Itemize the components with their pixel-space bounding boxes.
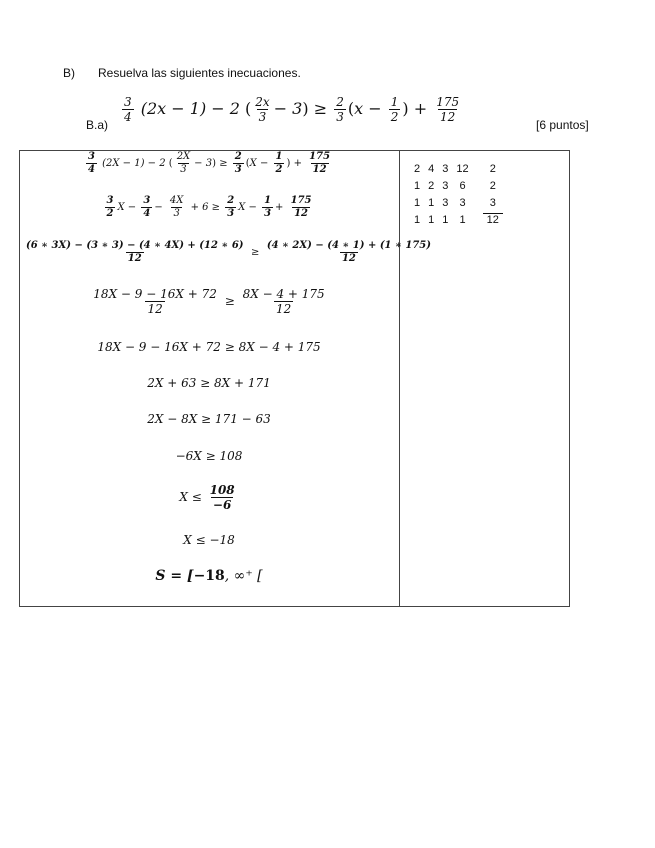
ineq-after-inner: − 3 xyxy=(273,99,303,118)
lcm-factor-table xyxy=(410,160,507,228)
step-8: −6X ≥ 108 xyxy=(175,449,243,463)
step-9: X ≤ $\frac{108}{-6}$ xyxy=(179,483,235,512)
item-points: [6 puntos] xyxy=(536,118,589,132)
step-6: 2X + 63 ≥ 8X + 171 xyxy=(147,376,271,390)
step-2: $\frac{3}{2}$ X − $\frac{3}{4}$ − $\frac{4X}{3}$ + 6 ≥ $\frac{2}{3}$ X − $\frac{1}{3}$ + $\frac{175}{12}$ xyxy=(106,195,312,219)
ineq-plus: + xyxy=(413,99,428,118)
step-3: $\frac{(6 ∗ 3X) - (3 ∗ 3) - (4 ∗ 4X) + (12 ∗ 6)}{12}$ ≥ $\frac{(4 ∗ 2X) - (4 ∗ 1) + (1 ∗ 175)}{12}$ xyxy=(26,240,431,264)
column-divider xyxy=(399,150,400,607)
frac-half: $\frac{1}{2}$ xyxy=(390,95,399,124)
section-label: B) xyxy=(63,66,75,80)
step-10: X ≤ −18 xyxy=(183,533,235,547)
section-instruction: Resuelva las siguientes inecuaciones. xyxy=(98,66,301,80)
step-1: $\frac{3}{4}$ (2X − 1) − 2 ( $\frac{2X}{3}$ − 3) ≥ $\frac{2}{3}$ (X − $\frac{1}{2}$ ) + $\frac{175}{12}$ xyxy=(87,151,331,175)
item-inequality: $\frac{3}{4}$ (2x − 1) − 2 ( $\frac{2x}{3}$ − 3) ≥ $\frac{2}{3}$ (x − $\frac{1}{2}$ ) + $\frac{175}{12}$ xyxy=(124,95,460,124)
step-7: 2X − 8X ≥ 171 − 63 xyxy=(147,412,271,426)
lcm-row: 1 1 3 3 3 xyxy=(414,196,496,209)
frac-coef2: $\frac{2}{3}$ xyxy=(336,95,344,124)
ineq-relation: ≥ xyxy=(313,99,328,118)
lcm-row: 2 4 3 12 2 xyxy=(414,162,496,175)
lcm-result: 12 xyxy=(483,213,503,226)
ineq-term1: (2x − 1) − 2 xyxy=(140,99,240,118)
ineq-x-minus: x − xyxy=(354,99,382,118)
frac-coef1: $\frac{3}{4}$ xyxy=(124,95,132,124)
solution-set: S = [−18, ∞⁺ [ xyxy=(155,568,263,584)
lcm-row: 1 2 3 6 2 xyxy=(414,179,496,192)
step-4: $\frac{18X - 9 - 16X + 72}{12}$ ≥ $\frac{8X - 4 + 175}{12}$ xyxy=(93,287,325,316)
lcm-row: 1 1 1 1 12 xyxy=(410,211,507,228)
frac-const: $\frac{175}{12}$ xyxy=(436,95,460,124)
item-label: B.a) xyxy=(86,118,109,132)
frac-inner: $\frac{2x}{3}$ xyxy=(255,95,270,124)
step-5: 18X − 9 − 16X + 72 ≥ 8X − 4 + 175 xyxy=(97,340,321,354)
